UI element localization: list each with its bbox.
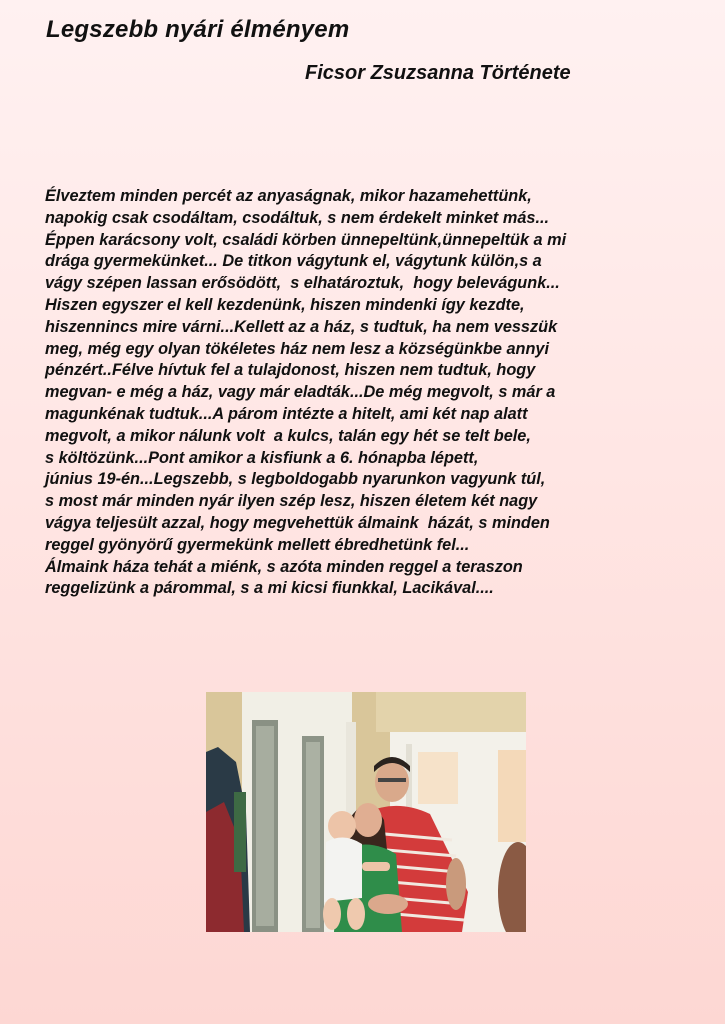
story-line: meg, még egy olyan tökéletes ház nem lesz a községünkbe annyi — [45, 339, 549, 358]
story-line: reggelizünk a párommal, s a mi kicsi fiunkkal, Lacikával.... — [45, 579, 494, 598]
story-line: vágya teljesült azzal, hogy megvehettük álmaink házát, s minden — [45, 513, 550, 532]
story-line: napokig csak csodáltam, csodáltuk, s nem érdekelt minket más... — [45, 208, 550, 227]
story-line: s költözünk...Pont amikor a kisfiunk a 6. hónapba lépett, — [45, 448, 479, 467]
story-line: magunkénak tudtuk...A párom intézte a hitelt, ami két nap alatt — [45, 404, 528, 423]
story-line: megvan- e még a ház, vagy már eladták...De még megvolt, s már a — [45, 383, 556, 402]
story-line: Éppen karácsony volt, családi körben ünnepeltünk,ünnepeltük a mi — [45, 230, 567, 249]
story-line: s most már minden nyár ilyen szép lesz, hiszen életem két nagy — [45, 492, 538, 511]
story-line: Hiszen egyszer el kell kezdenünk, hiszen mindenki így kezdte, — [45, 295, 525, 314]
story-line: reggel gyönyörű gyermekünk mellett ébredhetünk fel... — [45, 535, 470, 554]
story-line: drága gyermekünket... De titkon vágytunk el, vágytunk külön,s a — [45, 252, 542, 271]
page-title: Legszebb nyári élményem — [46, 16, 350, 43]
story-text — [45, 186, 705, 600]
story-line: hiszennincs mire várni...Kellett az a ház, s tudtuk, ha nem vesszük — [45, 317, 558, 336]
story-line: megvolt, a mikor nálunk volt a kulcs, talán egy hét se telt bele, — [45, 426, 531, 445]
story-line: Élveztem minden percét az anyaságnak, mikor hazamehettünk, — [45, 187, 532, 205]
story-line: június 19-én...Legszebb, s legboldogabb nyarunkon vagyunk túl, — [45, 470, 546, 489]
story-line: vágy szépen lassan erősödött, s elhatároztuk, hogy belevágunk... — [45, 274, 560, 293]
page-subtitle: Ficsor Zsuzsanna Története — [305, 62, 571, 84]
story-line: pénzért..Félve hívtuk fel a tulajdonost, hiszen nem tudtuk, hogy — [45, 361, 536, 380]
family-photo — [206, 692, 526, 932]
story-line: Álmaink háza tehát a miénk, s azóta minden reggel a teraszon — [45, 557, 523, 576]
